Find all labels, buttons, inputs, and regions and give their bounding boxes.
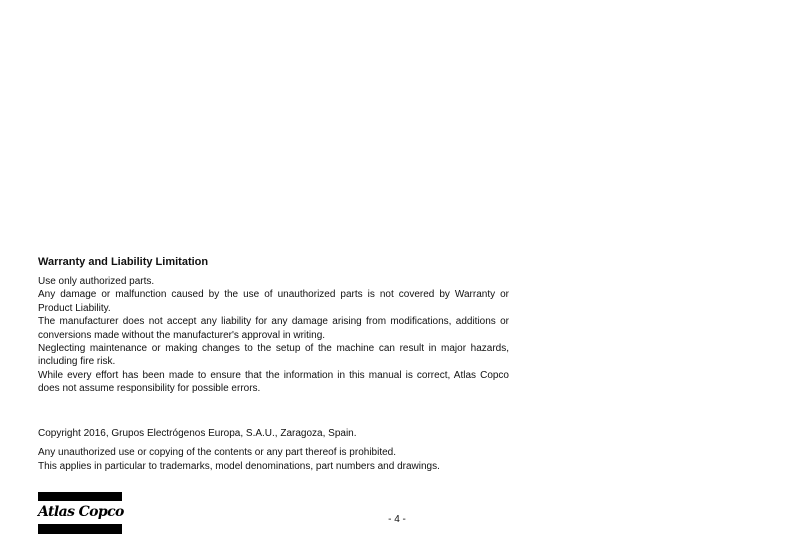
logo-bottom-bar <box>38 524 122 534</box>
logo-top-bar <box>38 492 122 501</box>
warranty-text-block <box>38 275 509 396</box>
paragraph-modifications: The manufacturer does not accept any liability for any damage arising from modifications, additions or conversions made without the manufacturer's approval in writing. <box>38 316 509 341</box>
atlas-copco-logo <box>38 492 122 534</box>
logo-wordmark: Atlas Copco <box>38 504 124 520</box>
paragraph-authorized-parts: Use only authorized parts. <box>38 276 155 287</box>
rights-line-prohibited: Any unauthorized use or copying of the contents or any part thereof is prohibited. <box>38 447 396 458</box>
paragraph-maintenance: Neglecting maintenance or making changes to the setup of the machine can result in major hazards, including fire risk. <box>38 343 509 368</box>
paragraph-unauthorized-parts: Any damage or malfunction caused by the use of unauthorized parts is not covered by Warranty or Product Liability. <box>38 289 509 314</box>
copyright-notice: Copyright 2016, Grupos Electrógenos Europa, S.A.U., Zaragoza, Spain. <box>38 428 357 439</box>
page-number: - 4 - <box>388 514 406 525</box>
rights-line-trademarks: This applies in particular to trademarks, model denominations, part numbers and drawings. <box>38 461 440 472</box>
paragraph-errors: While every effort has been made to ensure that the information in this manual is correct, Atlas Copco does not assume responsibility for possible errors. <box>38 369 509 395</box>
section-heading: Warranty and Liability Limitation <box>38 256 209 268</box>
rights-notice <box>38 446 440 474</box>
